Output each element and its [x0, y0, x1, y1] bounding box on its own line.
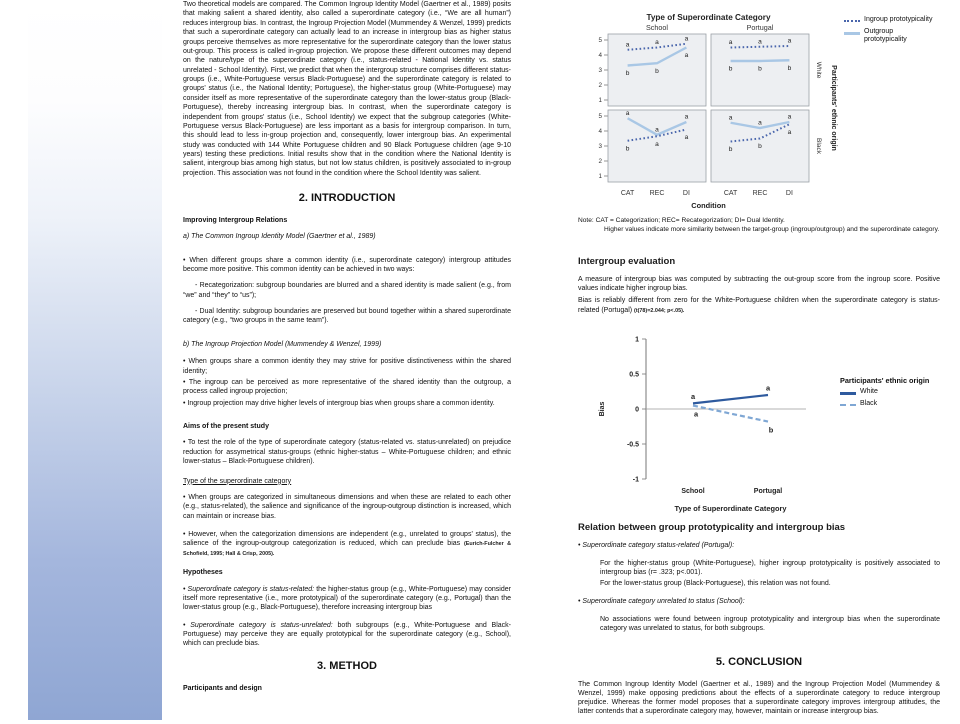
svg-text:Portugal: Portugal [753, 487, 783, 495]
svg-text:a: a [728, 39, 733, 46]
svg-text:a: a [787, 37, 792, 45]
conclusion-paragraph: The Common Ingroup Identity Model (Gaertner et al., 1989) and the Ingroup Projection Model (Mummendey & Wenzel, 1999) make opposing predictions about the effects of a superordinate category to reduce intergroup prejudice. Whereas the former model proposes that a superordinate category improves intergroup attitudes, the latter contends that a superordinate category may, however, maintain or increase intergroup bias. [578, 680, 940, 716]
ipm-bullet-3: • Ingroup projection may drive higher levels of intergroup bias when groups share a common identity. [183, 399, 495, 407]
right-column [578, 10, 940, 724]
svg-text:1: 1 [635, 336, 639, 344]
legend-label: Black [860, 400, 878, 408]
type-bullet-2 [183, 530, 511, 558]
svg-text:a: a [625, 109, 630, 117]
bias-chart-block [588, 331, 940, 513]
svg-text:b: b [758, 143, 762, 150]
svg-text:2: 2 [598, 82, 602, 90]
svg-text:b: b [768, 425, 774, 435]
legend-label: Ingroup prototypicality [864, 16, 933, 23]
relation-bullet-2: • Superordinate category unrelated to status (School): [578, 597, 745, 605]
ipm-bullet-2: • The ingroup can be perceived as more representative of the shared identity than the outgroup, a process called ingroup projection; [183, 378, 511, 396]
legend-label: White [860, 388, 878, 396]
svg-text:-1: -1 [632, 476, 639, 484]
participants-heading: Participants and design [183, 684, 262, 692]
dashed-line-swatch [840, 404, 856, 406]
svg-text:b: b [728, 146, 733, 153]
svg-text:b: b [728, 65, 733, 73]
evaluation-paragraph-2-text: Bias is reliably different from zero for the White-Portuguese children when the superordinate category is status-related (Portugal) [578, 297, 940, 314]
hypotheses-heading: Hypotheses [183, 569, 223, 577]
svg-text:b: b [787, 64, 792, 72]
relation-sub-3: No associations were found between ingroup prototypicality and intergroup bias when the superordinate category was unrelated to status, for both subgroups. [600, 615, 940, 632]
improving-relations-heading: Improving Intergroup Relations [183, 216, 288, 224]
svg-text:0: 0 [635, 406, 639, 414]
hypothesis-2-lead: • Superordinate category is status-unrelated: [183, 621, 333, 629]
svg-text:REC: REC [752, 190, 768, 197]
svg-text:a: a [728, 114, 733, 122]
evaluation-paragraph-1: A measure of intergroup bias was computed by subtracting the out-group score from the ingroup score. Positive values indicate higher ingroup bias. [578, 275, 940, 293]
legend-entry-black [840, 400, 948, 408]
legend-entry-white [840, 388, 948, 396]
svg-text:a: a [758, 38, 762, 46]
svg-text:a: a [684, 134, 689, 141]
svg-text:White: White [815, 61, 822, 79]
svg-text:3: 3 [598, 143, 602, 151]
svg-text:School: School [681, 487, 705, 495]
conclusion-heading: 5. CONCLUSION [715, 656, 803, 669]
model-b-line: b) The Ingroup Projection Model (Mummendey & Wenzel, 1999) [183, 340, 382, 348]
svg-text:Condition: Condition [691, 201, 726, 210]
svg-text:Black: Black [815, 138, 822, 154]
svg-text:Participants' ethnic origin: Participants' ethnic origin [830, 65, 837, 151]
svg-text:a: a [684, 35, 689, 43]
svg-text:DI: DI [785, 190, 793, 197]
legend-entry-ingroup [844, 16, 936, 24]
type-bullet-1: • When groups are categorized in simultaneous dimensions and when these are related to each other (e.g., status-related), the salience and significance of the ingroup-outgroup distinction is increased, which can maintain or increase bias. [183, 493, 511, 520]
svg-text:a: a [758, 119, 762, 127]
aims-heading: Aims of the present study [183, 423, 269, 431]
chart-note-line2: Higher values indicate more similarity between the target-group (ingroup/outgroup) and the superordinate category. [604, 225, 940, 233]
svg-text:a: a [684, 113, 689, 121]
bias-legend [840, 377, 948, 412]
svg-text:1: 1 [598, 97, 602, 105]
svg-text:b: b [758, 65, 762, 73]
svg-text:4: 4 [598, 52, 602, 60]
type-bullet-2-text: • However, when the categorization dimensions are independent (e.g., unrelated to groups' status), the salience of the ingroup-outgroup categorization is reduced, which can preclude bias [183, 531, 511, 548]
svg-text:2: 2 [598, 158, 602, 166]
recategorization-line: - Recategorization: subgroup boundaries are blurred and a shared identity is made salient (e.g., from “we” and “they” to “us”); [183, 282, 511, 299]
svg-text:b: b [625, 70, 630, 77]
aims-bullet: • To test the role of the type of superordinate category (status-related vs. status-unrelated) on prejudice reduction for assymetrical status-groups (ethnic higher-status – White-Portuguese children; and ethnic lower-status – Black-Portuguese children). [183, 439, 511, 466]
svg-text:a: a [655, 126, 659, 134]
svg-text:School: School [646, 23, 668, 32]
intergroup-evaluation-heading: Intergroup evaluation [578, 256, 676, 268]
prototypicality-chart-block [578, 10, 940, 213]
svg-text:Bias: Bias [599, 401, 606, 417]
svg-text:REC: REC [649, 190, 665, 197]
svg-text:-0.5: -0.5 [626, 441, 639, 449]
svg-text:a: a [787, 128, 792, 136]
hypothesis-1 [183, 585, 511, 613]
svg-text:a: a [787, 113, 792, 121]
svg-text:Type of Superordinate Category: Type of Superordinate Category [646, 13, 771, 22]
svg-text:CAT: CAT [723, 190, 738, 197]
svg-text:5: 5 [598, 37, 602, 45]
svg-text:a: a [655, 140, 659, 148]
evaluation-paragraph-2 [578, 296, 940, 314]
legend-label: Outgroup prototypicality [864, 28, 907, 44]
dual-identity-line: - Dual Identity: subgroup boundaries are preserved but bound together within a shared superordinate category (e.g., “two groups in the same team”). [183, 308, 511, 325]
chart-note-line1: Note: CAT = Categorization; REC= Recategorization; DI= Dual Identity. [578, 217, 785, 225]
ipm-bullet-1: • When groups share a common identity they may strive for positive distinctiveness within the shared identity; [183, 358, 511, 375]
type-bullet-2-citation: (Eurich-Fulcher & Schofield, 1995; Hall & Crisp, 2005). [183, 541, 512, 557]
svg-text:a: a [693, 409, 699, 419]
svg-text:a: a [684, 52, 689, 59]
introduction-heading: 2. INTRODUCTION [298, 192, 396, 205]
evaluation-stat: (t(78)=2.044; p<.05). [634, 307, 685, 314]
hypothesis-2-rest: both subgroups (e.g., White-Portuguese and Black-Portuguese) may perceive they are equally prototypical for the superordinate category (e.g., School), which can preclude bias. [183, 621, 512, 648]
svg-text:a: a [625, 41, 630, 49]
svg-text:3: 3 [598, 67, 602, 75]
chart-note [578, 217, 940, 234]
legend-entry-outgroup [844, 28, 936, 44]
type-heading: Type of the superordinate category [183, 477, 292, 485]
svg-text:5: 5 [598, 113, 602, 121]
solid-line-swatch [840, 392, 856, 395]
bias-legend-title: Participants' ethnic origin [840, 375, 930, 385]
svg-text:b: b [655, 67, 659, 75]
svg-text:a: a [690, 391, 696, 401]
svg-text:4: 4 [598, 128, 602, 136]
svg-text:a: a [765, 383, 771, 393]
model-a-line: a) The Common Ingroup Identity Model (Gaertner et al., 1989) [183, 233, 376, 241]
hypothesis-1-rest: the higher-status group (e.g., White-Portuguese) may consider itself more representative (i.e., more prototypical) of the superordinate category (e.g., Portugal) than the lower-status group (e.g., Black-Portuguese), therefore increasing intergroup bias [183, 585, 511, 612]
svg-text:b: b [625, 145, 630, 153]
prototypicality-legend [844, 16, 936, 48]
relation-heading: Relation between group prototypicality and intergroup bias [578, 522, 846, 534]
bias-line-chart [588, 331, 838, 513]
svg-text:DI: DI [682, 190, 690, 197]
method-heading: 3. METHOD [317, 659, 377, 672]
solid-line-swatch [844, 32, 860, 35]
svg-text:0.5: 0.5 [629, 371, 639, 379]
dotted-line-swatch [844, 20, 860, 22]
prototypicality-panel-chart [578, 10, 844, 210]
gradient-sidebar [28, 0, 162, 720]
svg-text:CAT: CAT [620, 190, 635, 197]
relation-sub-2: For the lower-status group (Black-Portuguese), this relation was not found. [600, 580, 831, 588]
hypothesis-1-lead: • Superordinate category is status-related: [183, 585, 315, 593]
relation-sub-1: For the higher-status group (White-Portuguese), higher ingroup prototypicality is positively associated to intergroup bias (r= .323; p<.001). [600, 559, 940, 577]
svg-text:Type of Superordinate Category: Type of Superordinate Category [674, 503, 787, 513]
left-column [183, 0, 511, 700]
hypothesis-2 [183, 621, 511, 649]
svg-text:Portugal: Portugal [746, 23, 774, 32]
svg-text:a: a [655, 39, 659, 46]
relation-bullet-1: • Superordinate category status-related (Portugal): [578, 541, 735, 549]
svg-text:1: 1 [598, 173, 602, 181]
common-identity-bullet: • When different groups share a common identity (i.e., superordinate category) intergroup attitudes become more positive. This common identity can be achieved in two ways: [183, 256, 511, 273]
abstract-text: Two theoretical models are compared. The Common Ingroup Identity Model (Gaertner et al., 1989) posits that making salient a shared identity, also called a superordinate category (i.e., “We are all human”) reduces intergroup bias. In contrast, the Ingroup Projection Model (Mummendey & Wenzel, 1999) predicts that such a superordinate category can actually lead to an increase in intergroup bias as higher status groups perceive themselves as more representative for the superordinate category than the lower status out-group. This process is called in-group projection. We propose these different outcomes may depend on the nature/type of the superordinate category (i.e., status-related - National Identity vs. status unrelated - School Identity). First, we predict that when the intergroup structure comprises different status-groups (i.e., White-Portuguese versus Black-Portuguese) and the superordinate category is related to groups' status (i.e., the National Identity; Portuguese), the higher-status group (White-Portuguese) may consider itself as more representative of the superordinate category than the lower-status group (Black-Portuguese), thereby increasing intergroup bias. In contrast, when the superordinate category is independent from groups' status (i.e., School Identity) we expect that the subgroup categories (White-Portuguese versus Black-Portuguese) are less important as a basis for intergroup comparison. In turn, this should lead to less in-group projection and, consequently, lower intergroup bias. An experimental study was conducted with 144 White Portuguese children and 90 Black Portuguese children (age 9-10 years) testing these predictions. Initial results show that in the condition where the National Identity is salient, intergroup bias among high status, but not low status children, is positively associated to in-group projection. This association was not found in the condition where the School Identity was salient. [183, 1, 511, 177]
